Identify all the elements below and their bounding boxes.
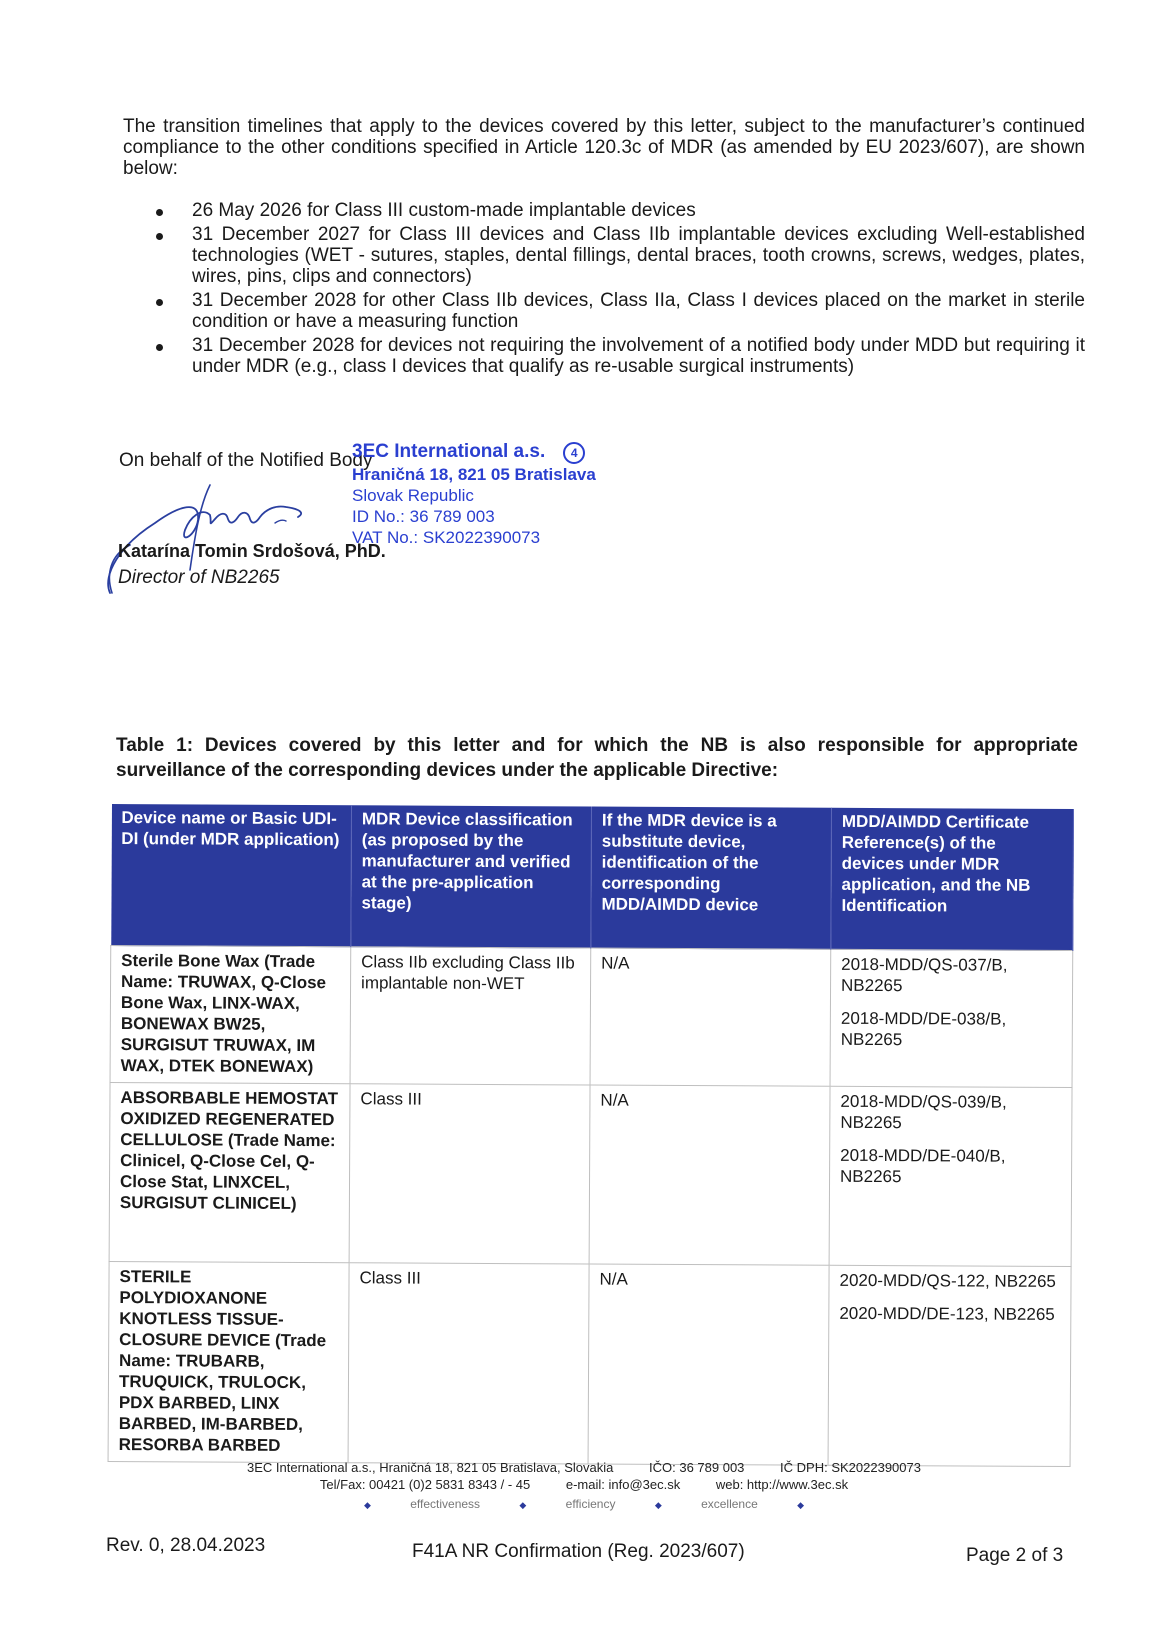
certificate-ref: 2018-MDD/QS-039/B, NB2265	[840, 1091, 1007, 1133]
classification-cell: Class III	[348, 1263, 589, 1464]
device-name-cell: STERILE POLYDIOXANONE KNOTLESS TISSUE-CLOSURE DEVICE (Trade Name: TRUBARB, TRUQUICK, TRULOCK, PDX BARBED, LINX BARBED, IM-BARBED, RESORBA BARBED	[108, 1261, 349, 1462]
stamp-address: Hraničná 18, 821 05 Bratislava	[352, 464, 596, 484]
timeline-item	[150, 200, 1085, 221]
diamond-icon: ◆	[519, 1500, 527, 1510]
diamond-icon: ◆	[654, 1500, 662, 1510]
motto-word: efficiency	[565, 1497, 616, 1511]
substitute-cell: N/A	[588, 1264, 829, 1465]
footer-web[interactable]: web: http://www.3ec.sk	[715, 1477, 849, 1492]
timeline-text: 31 December 2028 for other Class IIb devices, Class IIa, Class I devices placed on the market in sterile condition or have a measuring function	[192, 290, 1085, 332]
bullet-icon	[156, 299, 163, 306]
certificate-cell	[830, 949, 1073, 1087]
device-name-cell: Sterile Bone Wax (Trade Name: TRUWAX, Q-Close Bone Wax, LINX-WAX, BONEWAX BW25, SURGISUT TRUWAX, IM WAX, DTEK BONEWAX)	[110, 946, 351, 1084]
timeline-item	[150, 290, 1085, 332]
on-behalf-label: On behalf of the Notified Body	[119, 450, 373, 471]
footer-address: 3EC International a.s., Hraničná 18, 821 05 Bratislava, Slovakia	[247, 1460, 614, 1475]
stamp-number: 4	[563, 442, 585, 464]
footer-address-line	[0, 1460, 1168, 1475]
diamond-icon: ◆	[797, 1500, 805, 1510]
revision-label: Rev. 0, 28.04.2023	[106, 1535, 266, 1556]
timeline-text: 31 December 2028 for devices not requiring the involvement of a notified body under MDD but requiring it under MDR (e.g., class I devices that qualify as re-usable surgical instruments)	[192, 335, 1085, 377]
column-header: MDD/AIMDD Certificate Reference(s) of the devices under MDR application, and the NB Identification	[831, 808, 1074, 951]
certificate-cell	[828, 1265, 1071, 1466]
timeline-item	[150, 335, 1085, 377]
certificate-ref: 2018-MDD/QS-037/B, NB2265	[841, 954, 1008, 996]
footer-ico: IČO: 36 789 003	[649, 1460, 745, 1475]
bullet-icon	[156, 233, 163, 240]
column-header: Device name or Basic UDI-DI (under MDR application)	[111, 804, 352, 947]
certificate-ref: 2018-MDD/DE-038/B, NB2265	[840, 1008, 1007, 1050]
footer-telfax: Tel/Fax: 00421 (0)2 5831 8343 / - 45	[319, 1477, 531, 1492]
substitute-cell: N/A	[590, 948, 831, 1086]
stamp-id: ID No.: 36 789 003	[352, 506, 495, 526]
signer-name: Katarína Tomin Srdošová, PhD.	[118, 541, 386, 561]
intro-paragraph: The transition timelines that apply to the devices covered by this letter, subject to the manufacturer’s continued compliance to the other conditions specified in Article 120.3c of MDR (as amended by EU 2023/607), are shown below:	[123, 116, 1085, 179]
table-header-row	[111, 804, 1074, 951]
certificate-cell	[829, 1086, 1072, 1266]
certificate-ref: 2020-MDD/QS-122, NB2265	[839, 1270, 1056, 1291]
timeline-text: 31 December 2027 for Class III devices and Class IIb implantable devices excluding Well-established technologies (WET - sutures, staples, dental fillings, dental braces, tooth crowns, screws, wedges, plates, wires, pins, clips and connectors)	[192, 224, 1085, 287]
classification-cell: Class IIb excluding Class IIb implantable non-WET	[350, 947, 591, 1085]
stamp-company: 3EC International a.s.	[352, 441, 546, 462]
stamp-country: Slovak Republic	[352, 485, 474, 505]
classification-cell: Class III	[349, 1084, 590, 1264]
certificate-ref: 2018-MDD/DE-040/B, NB2265	[840, 1145, 1006, 1187]
timeline-text: 26 May 2026 for Class III custom-made implantable devices	[192, 200, 696, 221]
stamp-vat: VAT No.: SK2022390073	[352, 527, 541, 547]
company-stamp	[352, 441, 596, 548]
footer-contact-line	[0, 1477, 1168, 1492]
bullet-icon	[156, 209, 163, 216]
devices-table	[108, 804, 1074, 1467]
form-name: F41A NR Confirmation (Reg. 2023/607)	[412, 1541, 745, 1562]
table-row	[110, 946, 1073, 1088]
table-row	[108, 1261, 1071, 1466]
device-name-cell: ABSORBABLE HEMOSTAT OXIDIZED REGENERATED CELLULOSE (Trade Name: Clinicel, Q-Close Cel, Q-Close Stat, LINXCEL, SURGISUT CLINICEL)	[109, 1082, 350, 1262]
column-header: MDR Device classification (as proposed by the manufacturer and verified at the pre-application stage)	[351, 805, 592, 948]
table-caption: Table 1: Devices covered by this letter and for which the NB is also responsible for appropriate surveillance of the corresponding devices under the applicable Directive:	[116, 735, 1078, 781]
diamond-icon: ◆	[363, 1500, 371, 1510]
bullet-icon	[156, 344, 163, 351]
table-row	[109, 1082, 1072, 1266]
timeline-item	[150, 224, 1085, 287]
column-header: If the MDR device is a substitute device, identification of the corresponding MDD/AIMDD device	[591, 807, 832, 950]
page-number: Page 2 of 3	[966, 1545, 1064, 1566]
footer-motto	[0, 1497, 1168, 1511]
certificate-ref: 2020-MDD/DE-123, NB2265	[839, 1303, 1055, 1324]
signer-title: Director of NB2265	[118, 567, 280, 588]
footer-ic-dph: IČ DPH: SK2022390073	[780, 1460, 921, 1475]
substitute-cell: N/A	[589, 1085, 830, 1265]
motto-word: effectiveness	[410, 1497, 481, 1511]
timeline-list	[150, 200, 1085, 380]
motto-word: excellence	[701, 1497, 758, 1511]
footer-email[interactable]: e-mail: info@3ec.sk	[565, 1477, 681, 1492]
